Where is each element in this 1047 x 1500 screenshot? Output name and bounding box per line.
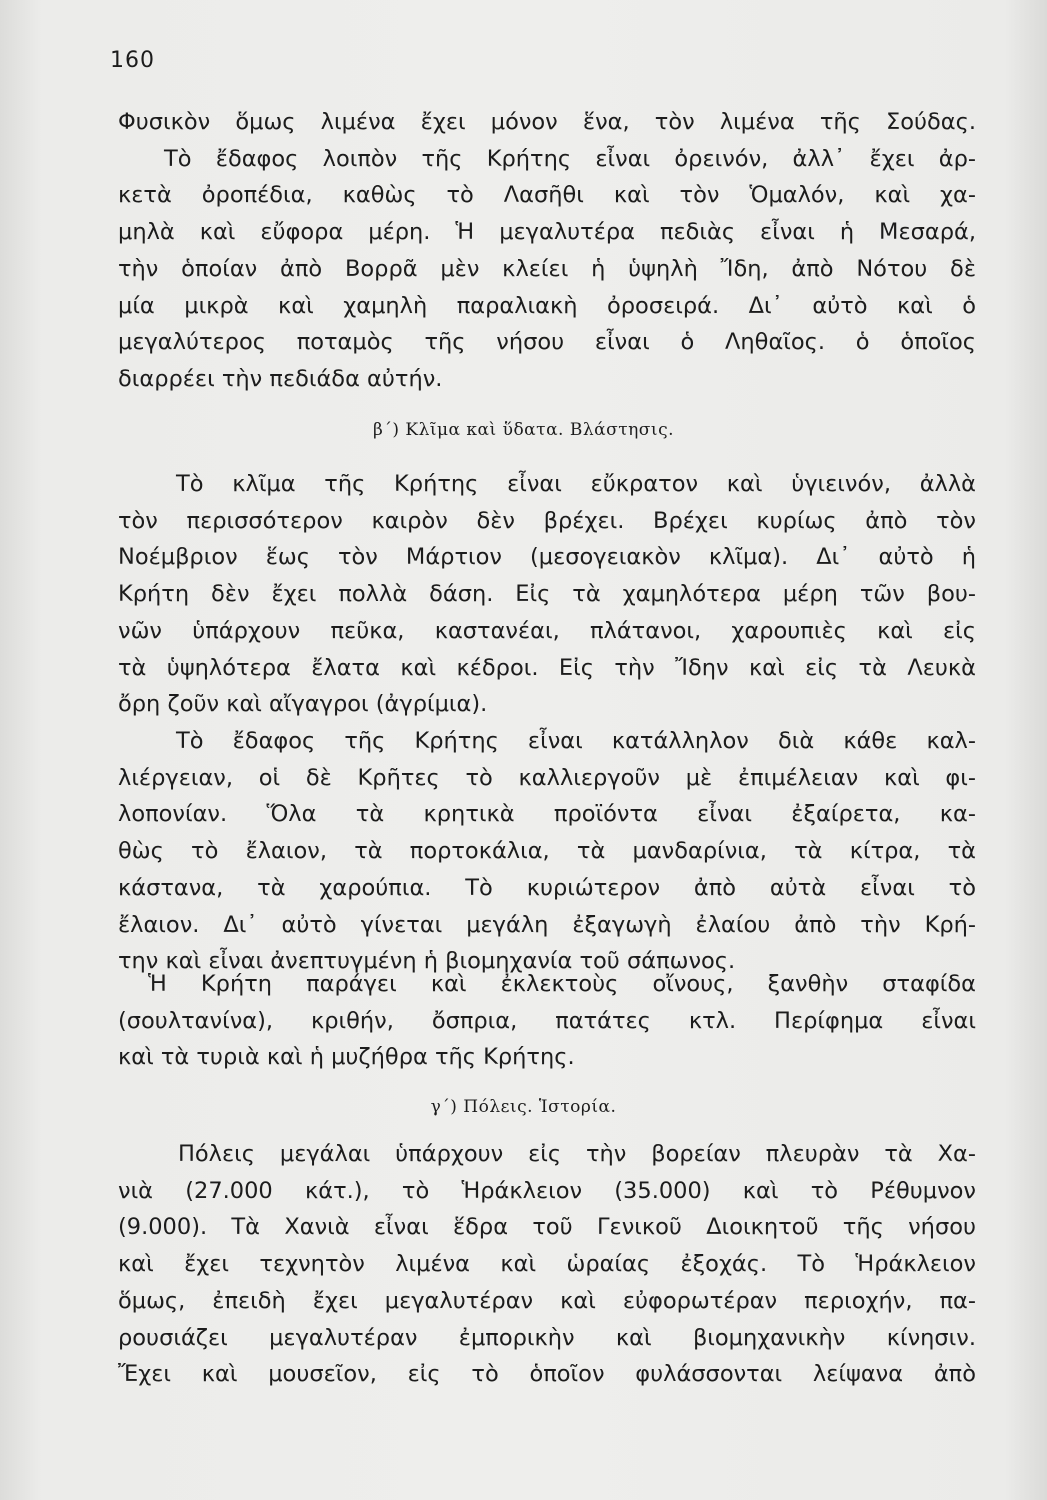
text-line: καὶ τὰ τυριὰ καὶ ἡ μυζήθρα τῆς Κρήτης. <box>118 1044 575 1071</box>
cities-paragraph <box>118 1136 976 1393</box>
text-line: νιὰ (27.000 κάτ.), τὸ Ἡράκλειον (35.000) καὶ τὸ Ρέθυμνον <box>118 1177 976 1204</box>
products-paragraph <box>118 966 976 1076</box>
text-line: Νοέμβριον ἕως τὸν Μάρτιον (μεσογειακὸν κλῖμα). Δι᾽ αὐτὸ ἡ <box>118 544 976 571</box>
text-line: ὅμως, ἐπειδὴ ἔχει μεγαλυτέραν καὶ εὐφορωτέραν περιοχήν, πα- <box>118 1287 976 1314</box>
text-line: καὶ ἔχει τεχνητὸν λιμένα καὶ ὡραίας ἐξοχάς. Τὸ Ἡράκλειον <box>118 1251 976 1278</box>
text-line: Φυσικὸν ὅμως λιμένα ἔχει μόνον ἕνα, τὸν λιμένα τῆς Σούδας. <box>118 109 976 135</box>
text-line: νῶν ὑπάρχουν πεῦκα, καστανέαι, πλάτανοι, χαρουπιὲς καὶ εἰς <box>118 617 976 644</box>
text-line: διαρρέει τὴν πεδιάδα αὐτήν. <box>118 365 443 392</box>
text-line: (9.000). Τὰ Χανιὰ εἶναι ἕδρα τοῦ Γενικοῦ Διοικητοῦ τῆς νήσου <box>118 1214 976 1241</box>
text-line: ρουσιάζει μεγαλυτέραν ἐμπορικὴν καὶ βιομηχανικὴν κίνησιν. <box>118 1324 976 1351</box>
text-line: Ἔχει καὶ μουσεῖον, εἰς τὸ ὁποῖον φυλάσσονται λείψανα ἀπὸ <box>118 1361 976 1388</box>
text-line: τὸν περισσότερον καιρὸν δὲν βρέχει. Βρέχει κυρίως ἀπὸ τὸν <box>118 507 976 534</box>
text-line: Ἡ Κρήτη παράγει καὶ ἐκλεκτοὺς οἴνους, ξανθὴν σταφίδα <box>148 971 976 997</box>
text-line: λοπονίαν. Ὅλα τὰ κρητικὰ προϊόντα εἶναι ἐξαίρετα, κα- <box>118 801 976 828</box>
text-line: μηλὰ καὶ εὔφορα μέρη. Ἡ μεγαλυτέρα πεδιὰς εἶναι ἡ Μεσαρά, <box>118 219 976 246</box>
text-line: τὴν ὁποίαν ἀπὸ Βορρᾶ μὲν κλείει ἡ ὑψηλὴ Ἴδη, ἀπὸ Νότου δὲ <box>118 255 976 282</box>
text-line: μία μικρὰ καὶ χαμηλὴ παραλιακὴ ὀροσειρά. Δι᾽ αὐτὸ καὶ ὁ <box>118 292 976 319</box>
intro-paragraph <box>118 104 976 398</box>
text-line: Πόλεις μεγάλαι ὑπάρχουν εἰς τὴν βορείαν πλευρὰν τὰ Χα- <box>178 1141 976 1167</box>
section-heading-b: β΄) Κλῖμα καὶ ὕδατα. Βλάστησις. <box>373 420 674 440</box>
text-line: θὼς τὸ ἔλαιον, τὰ πορτοκάλια, τὰ μανδαρίνια, τὰ κίτρα, τὰ <box>118 838 976 865</box>
text-line: τὰ ὑψηλότερα ἔλατα καὶ κέδροι. Εἰς τὴν Ἴδην καὶ εἰς τὰ Λευκὰ <box>118 654 976 681</box>
text-line: κάστανα, τὰ χαρούπια. Τὸ κυριώτερον ἀπὸ αὐτὰ εἶναι τὸ <box>118 874 976 901</box>
text-line: Τὸ κλῖμα τῆς Κρήτης εἶναι εὔκρατον καὶ ὑγιεινόν, ἀλλὰ <box>176 471 976 497</box>
text-line: μεγαλύτερος ποταμὸς τῆς νήσου εἶναι ὁ Ληθαῖος. ὁ ὁποῖος <box>118 329 976 356</box>
text-line: Κρήτη δὲν ἔχει πολλὰ δάση. Εἰς τὰ χαμηλότερα μέρη τῶν βου- <box>118 581 976 608</box>
text-line: Τὸ ἔδαφος τῆς Κρήτης εἶναι κατάλληλον διὰ κάθε καλ- <box>176 728 976 754</box>
page-number: 160 <box>110 48 155 73</box>
text-line: κετὰ ὀροπέδια, καθὼς τὸ Λασῆθι καὶ τὸν Ὁμαλόν, καὶ χα- <box>118 182 976 209</box>
text-line: την καὶ εἶναι ἀνεπτυγμένη ἡ βιομηχανία τοῦ σάπωνος. <box>118 948 736 975</box>
soil-paragraph <box>118 723 976 980</box>
climate-paragraph <box>118 466 976 723</box>
text-line: (σουλτανίνα), κριθήν, ὄσπρια, πατάτες κτλ. Περίφημα εἶναι <box>118 1007 976 1034</box>
text-line: ἔλαιον. Δι᾽ αὐτὸ γίνεται μεγάλη ἐξαγωγὴ ἐλαίου ἀπὸ τὴν Κρή- <box>118 911 976 938</box>
text-line: Τὸ ἔδαφος λοιπὸν τῆς Κρήτης εἶναι ὀρεινόν, ἀλλ᾽ ἔχει ἀρ- <box>164 145 976 172</box>
text-line: ὄρη ζοῦν καὶ αἴγαγροι (ἀγρίμια). <box>118 691 488 718</box>
text-line: λιέργειαν, οἱ δὲ Κρῆτες τὸ καλλιεργοῦν μὲ ἐπιμέλειαν καὶ φι- <box>118 764 976 791</box>
section-heading-c: γ΄) Πόλεις. Ἱστορία. <box>430 1097 617 1117</box>
